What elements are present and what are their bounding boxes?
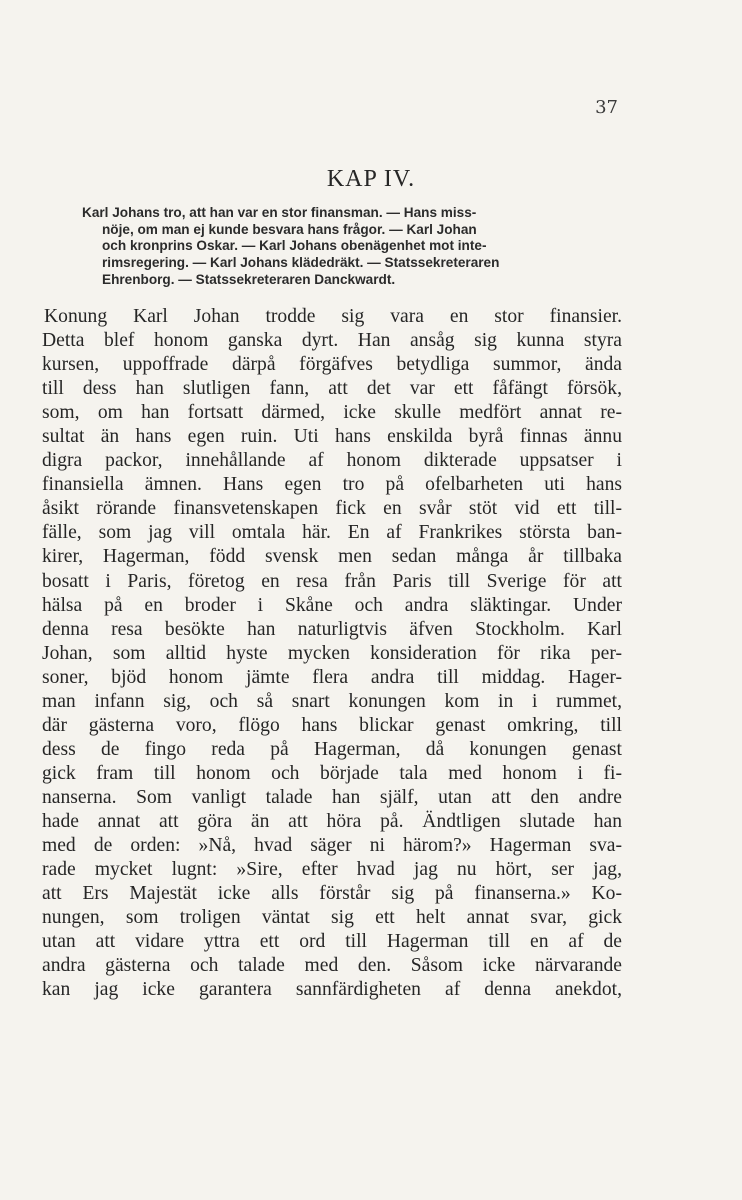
body-line: där gästerna voro, flögo hans blickar genast omkring, till <box>42 714 622 736</box>
body-line: hade annat att göra än att höra på. Ändtligen slutade han <box>42 810 622 832</box>
chapter-summary <box>82 205 622 289</box>
summary-line: nöje, om man ej kunde besvara hans frågor. — Karl Johan <box>102 221 477 237</box>
body-line: digra packor, innehållande af honom dikterade uppsatser i <box>42 450 622 472</box>
body-line: Johan, som alltid hyste mycken konsideration för rika per- <box>42 642 622 664</box>
body-line: åsikt rörande finansvetenskapen fick en svår stöt vid ett till- <box>42 498 622 520</box>
body-line: som, om han fortsatt därmed, icke skulle medfört annat re- <box>42 402 622 424</box>
body-line: till dess han slutligen fann, att det var ett fåfängt försök, <box>42 378 622 400</box>
body-line: gick fram till honom och började tala med honom i fi- <box>42 762 622 784</box>
body-line: kirer, Hagerman, född svensk men sedan många år tillbaka <box>42 546 622 568</box>
body-line: soner, bjöd honom jämte flera andra till middag. Hager- <box>42 666 622 688</box>
summary-line: Karl Johans tro, att han var en stor finansman. — Hans miss- <box>82 205 477 220</box>
body-line: med de orden: »Nå, hvad säger ni härom?» Hagerman sva- <box>42 835 622 857</box>
body-line: fälle, som jag vill omtala här. En af Frankrikes största ban- <box>42 522 622 544</box>
body-line: kan jag icke garantera sannfärdigheten af denna anekdot, <box>42 979 622 1001</box>
chapter-title: KAP IV. <box>326 166 416 192</box>
body-line: finansiella ämnen. Hans egen tro på ofelbarheten uti hans <box>42 474 622 496</box>
body-line: andra gästerna och talade med den. Såsom icke närvarande <box>42 955 622 977</box>
body-line: Konung Karl Johan trodde sig vara en stor finansier. <box>44 306 622 327</box>
body-line: att Ers Majestät icke alls förstår sig på finanserna.» Ko- <box>42 883 622 905</box>
body-line: rade mycket lugnt: »Sire, efter hvad jag nu hört, ser jag, <box>42 859 622 881</box>
body-line: hälsa på en broder i Skåne och andra släktingar. Under <box>42 594 622 616</box>
body-line: nungen, som troligen väntat sig ett helt annat svar, gick <box>42 907 622 929</box>
body-line: nanserna. Som vanligt talade han själf, utan att den andre <box>42 786 622 808</box>
summary-line: rimsregering. — Karl Johans klädedräkt. — Statssekreteraren <box>102 255 500 271</box>
body-line: sultat än hans egen ruin. Uti hans enskilda byrå finnas ännu <box>42 426 622 448</box>
page-number: 37 <box>595 97 618 118</box>
body-line: denna resa besökte han naturligtvis äfven Stockholm. Karl <box>42 618 622 640</box>
summary-line: och kronprins Oskar. — Karl Johans obenägenhet mot inte- <box>102 238 487 254</box>
body-line: kursen, uppoffrade därpå förgäfves betydliga summor, ända <box>42 354 622 376</box>
body-line: Detta blef honom ganska dyrt. Han ansåg sig kunna styra <box>42 330 622 352</box>
body-line: bosatt i Paris, företog en resa från Paris till Sverige för att <box>42 570 622 592</box>
body-line: utan att vidare yttra ett ord till Hagerman till en af de <box>42 931 622 953</box>
body-line: man infann sig, och så snart konungen kom in i rummet, <box>42 690 622 712</box>
body-text <box>42 305 622 1002</box>
body-line: dess de fingo reda på Hagerman, då konungen genast <box>42 738 622 760</box>
summary-line: Ehrenborg. — Statssekreteraren Danckwardt. <box>102 271 396 287</box>
